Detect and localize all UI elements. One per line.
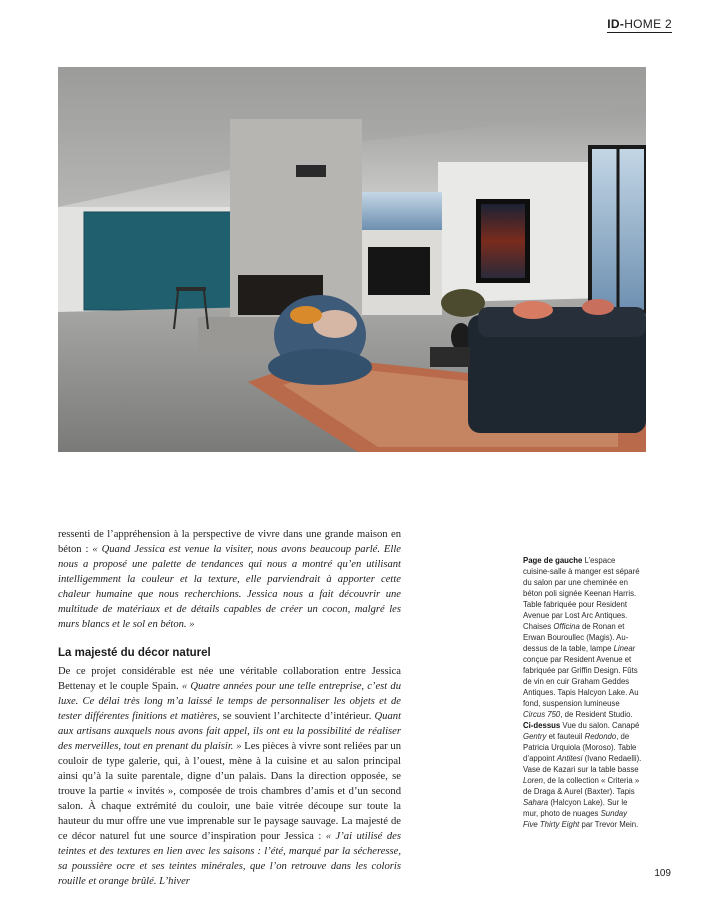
cloud-photo [481, 204, 525, 278]
running-head [607, 17, 672, 33]
caption-left-page [523, 555, 643, 720]
caption-italic: Gentry [523, 732, 547, 741]
p2-quote-b: Quant aux artisans auxquels nous avons fait appel, ils ont eu la possibilité de réaliser des merveilles, tout en prenant du plaisir. » [58, 711, 402, 752]
brand-bold: ID- [607, 17, 625, 31]
page-number: 109 [654, 868, 671, 879]
p2-quote-a: « Quatre années pour une telle entreprise, c’est du luxe. Ce délai très long m’a laissé le temps de personnaliser les objets et de tester différentes finitions et matières, [58, 681, 401, 722]
caption-text: L’espace cuisine-salle à manger est séparé du salon par une cheminée en béton poli signée Keenan Harris. Table fabriquée pour Resident Avenue par Lost Arc Antiques. Chaises [523, 556, 640, 631]
caption-text: , de Patricia Urquiola (Moroso). Table d’appoint [523, 732, 637, 763]
brand-rest: HOME 2 [624, 17, 672, 31]
living-room-photo [58, 67, 646, 452]
caption-text: conçue par Resident Avenue et fabriquée par Griffin Design. Fûts de vin en cuir Graham Geddes Antiques. Tapis Halcyon Lake. Au fond, suspension lumineuse [523, 655, 639, 708]
p1-text: ressenti de l’appréhension à la perspective de vivre dans une grande maison en béton : [58, 529, 401, 555]
caption-text: de Ronan et Erwan Bouroullec (Magis). Au-dessus de la table, lampe [523, 622, 629, 653]
caption-text: , de la collection « Criteria » de Draga & Aurel (Baxter). Tapis [523, 776, 640, 796]
p2-text-a: De ce projet considérable est née une véritable collaboration entre Jessica Bettenay et le couple Spain. [58, 666, 401, 692]
caption-text: et fauteuil [546, 732, 585, 741]
caption-text: (Halcyon Lake). Sur le mur, photo de nuages [523, 798, 628, 818]
caption-text: , de Resident Studio. [560, 710, 633, 719]
caption-italic: Sahara [523, 798, 549, 807]
caption-above-label: Ci-dessus [523, 721, 561, 730]
tv [368, 247, 430, 295]
teal-cabinets [84, 212, 232, 310]
caption-italic: Sunday Five Thirty Eight [523, 809, 628, 829]
caption-italic: Linear [613, 644, 636, 653]
caption-italic: Officina [553, 622, 580, 631]
p2-text-c: Les pièces à vivre sont reliées par un couloir de type galerie, qui, à l’ouest, mène à la cuisine et au salon principal ainsi qu’à la suite parentale, digne d’un palais. Dans la direction opposée, se trouve la partie « invités », composée de trois chambres d’amis et d’un second salon. À chaque extrémité du couloir, une baie vitrée découpe sur toute la hauteur du mur offre une vue imprenable sur le paysage sauvage. La majesté de ce décor naturel fut une source d’inspiration pour Jessica : [58, 741, 401, 842]
body-text [58, 527, 401, 889]
caption-italic: Circus 750 [523, 710, 561, 719]
caption-above [523, 720, 643, 830]
caption-left-label: Page de gauche [523, 556, 583, 565]
p2-quote-c: « J’ai utilisé des teintes et des textures en lien avec les saisons : l’été, marqué par la sécheresse, sa poussière ocre et ses teintes minérales, que l’on retrouve dans les coloris rouille et orange brûlé. L’hiver [58, 831, 401, 887]
caption-text: Vue du salon. Canapé [560, 721, 640, 730]
paragraph-2 [58, 664, 401, 889]
section-heading: La majesté du décor naturel [58, 647, 211, 659]
caption-italic: Loren [523, 776, 543, 785]
photo-caption [523, 555, 643, 830]
p2-text-b: se souvient l’architecte d’intérieur. [219, 711, 375, 722]
caption-text: par Trevor Mein. [579, 820, 639, 829]
caption-italic: Redondo [584, 732, 617, 741]
p1-quote: « Quand Jessica est venue la visiter, nous avons beaucoup parlé. Elle nous a proposé une palette de tendances qui nous a montré qu’en utilisant intelligemment la couleur et la texture, elle parviendrait à apporter cette chaleur humaine que nous recherchions. Jessica nous a fait découvrir une multitude de matériaux et de détails capables de créer un cocon, malgré les murs blancs et le sol en béton. » [58, 544, 401, 630]
caption-italic: Antitesi [556, 754, 583, 763]
caption-text: (Ivano Redaelli). Vase de Kazari sur la table basse [523, 754, 642, 774]
paragraph-1 [58, 527, 401, 632]
